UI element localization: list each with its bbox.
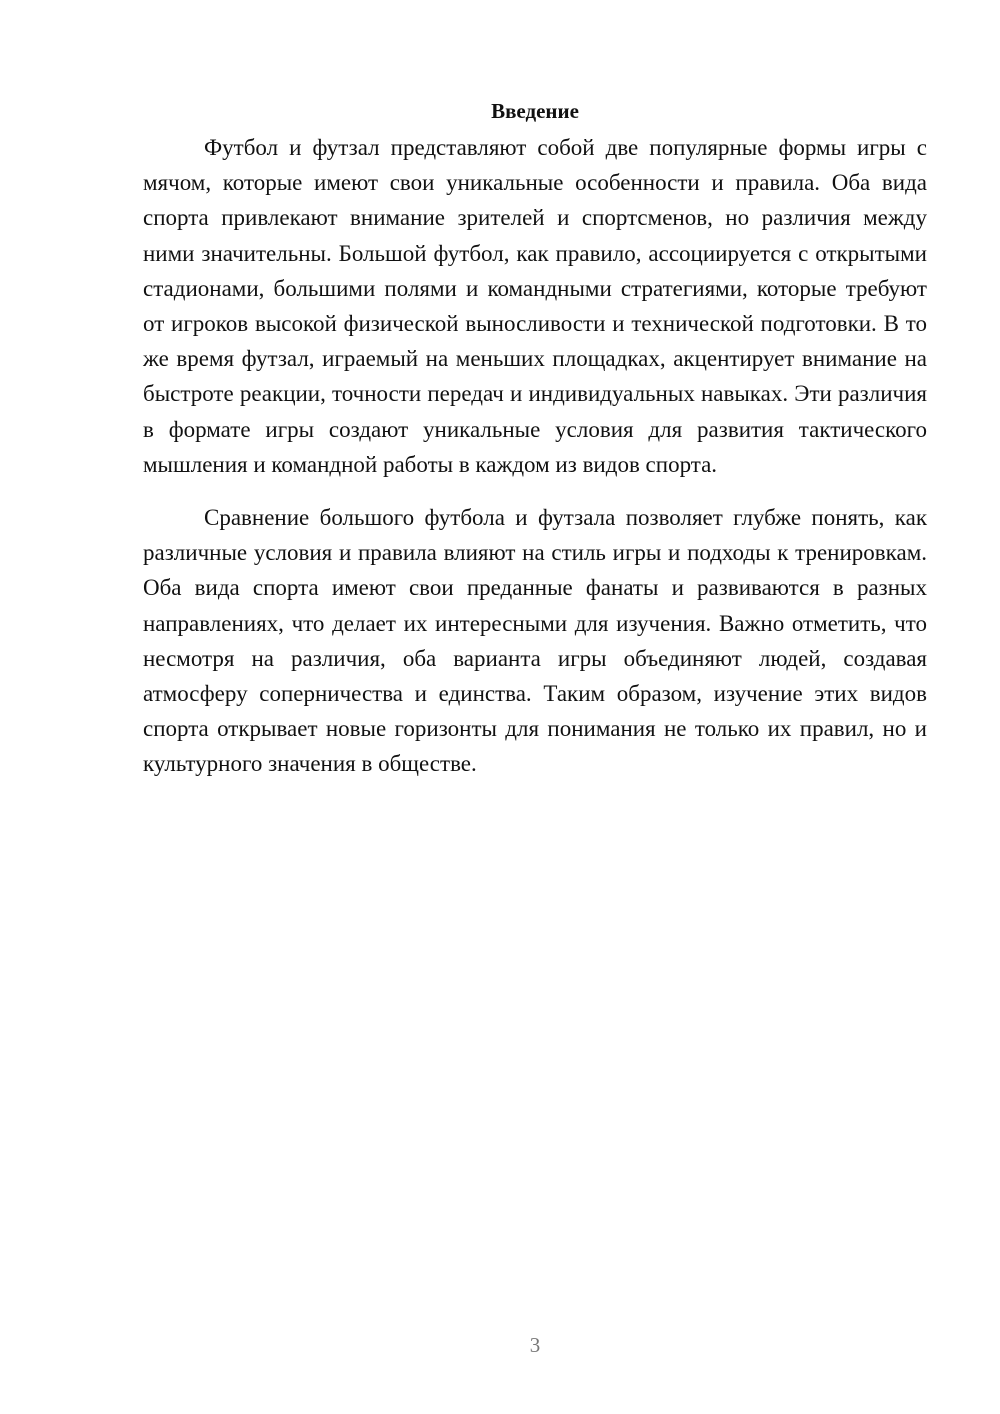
paragraph-1: Футбол и футзал представляют собой две популярные формы игры с мячом, которые имеют свои уникальные особенности и правила. Оба вида спорта привлекают внимание зрителей и спортсменов, но различия между ними значительны. Большой футбол, как правило, ассоциируется с открытыми стадионами, большими полями и командными стратегиями, которые требуют от игроков высокой физической выносливости и технической подготовки. В то же время футзал, играемый на меньших площадках, акцентирует внимание на быстроте реакции, точности передач и индивидуальных навыках. Эти различия в формате игры создают уникальные условия для развития тактического мышления и командной работы в каждом из видов спорта. [143,135,927,477]
page-number: 3 [529,1333,541,1357]
section-heading: Введение [491,99,579,123]
paragraph-2: Сравнение большого футбола и футзала позволяет глубже понять, как различные условия и правила влияют на стиль игры и подходы к тренировкам. Оба вида спорта имеют свои преданные фанаты и развиваются в разных направлениях, что делает их интересными для изучения. Важно отметить, что несмотря на различия, оба варианта игры объединяют людей, создавая атмосферу соперничества и единства. Таким образом, изучение этих видов спорта открывает новые горизонты для понимания не только их правил, но и культурного значения в обществе. [143,505,927,777]
page-content [143,96,927,782]
